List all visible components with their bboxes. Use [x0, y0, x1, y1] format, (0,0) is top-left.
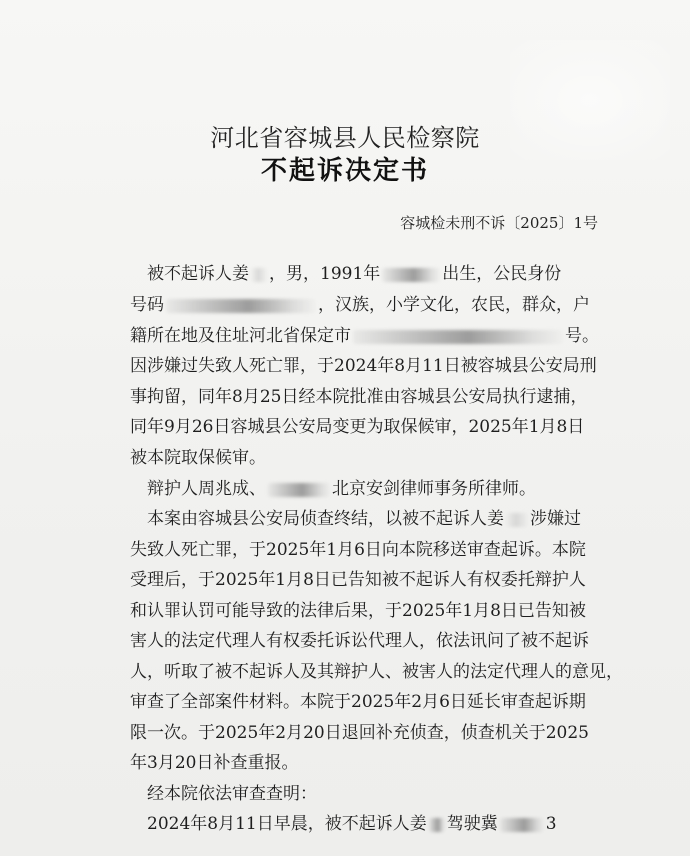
text-line: 害人的法定代理人有权委托诉讼代理人，依法讯问了被不起诉 [130, 631, 589, 651]
redacted-plate [500, 818, 544, 832]
text-line: 辩护人周兆成、 北京安剑律师事务所律师。 [147, 479, 536, 499]
text-line: 事拘留，同年8月25日经本院批准由容城县公安局执行逮捕， [130, 387, 588, 407]
text-line: 2024年8月11日早晨，被不起诉人姜 驾驶冀 3 [147, 814, 557, 834]
redacted-name [429, 818, 445, 832]
document-title: 不起诉决定书 [260, 156, 429, 186]
text-line: 本案由容城县公安局侦查终结，以被不起诉人姜 涉嫌过 [147, 509, 581, 529]
text-line: 限一次。于2025年2月20日退回补充侦查，侦查机关于2025 [130, 723, 589, 743]
text-line: 人，听取了被不起诉人及其辩护人、被害人的法定代理人的意见， [130, 662, 623, 682]
redacted-birthdate [382, 268, 440, 282]
procuratorate-name: 河北省容城县人民检察院 [210, 124, 480, 152]
redacted-name [251, 268, 267, 282]
document-number: 容城检未刑不诉〔2025〕1号 [400, 214, 598, 232]
text-line: 被不起诉人姜 ，男，1991年 出生，公民身份 [147, 264, 562, 284]
redacted-text [268, 483, 330, 497]
text-line: 年3月20日补查重报。 [130, 753, 299, 773]
redacted-id-number [166, 299, 316, 313]
text-line: 受理后，于2025年1月8日已告知被不起诉人有权委托辩护人 [130, 570, 586, 590]
redacted-name [506, 513, 528, 527]
text-line: 被本院取保候审。 [130, 448, 266, 468]
text-line: 同年9月26日容城县公安局变更为取保候审，2025年1月8日 [130, 417, 585, 437]
text-line: 籍所在地及住址河北省保定市 号。 [130, 326, 599, 346]
text-line: 经本院依法审查查明： [147, 784, 317, 804]
text-line: 审查了全部案件材料。本院于2025年2月6日延长审查起诉期 [130, 692, 586, 712]
text-line: 失致人死亡罪，于2025年1月6日向本院移送审查起诉。本院 [130, 540, 586, 560]
redacted-address [353, 330, 563, 344]
text-line: 号码 ，汉族，小学文化，农民，群众，户 [130, 295, 590, 315]
text-line: 和认罪认罚可能导致的法律后果，于2025年1月8日已告知被 [130, 601, 586, 621]
text-line: 因涉嫌过失致人死亡罪，于2024年8月11日被容城县公安局刑 [130, 356, 597, 376]
